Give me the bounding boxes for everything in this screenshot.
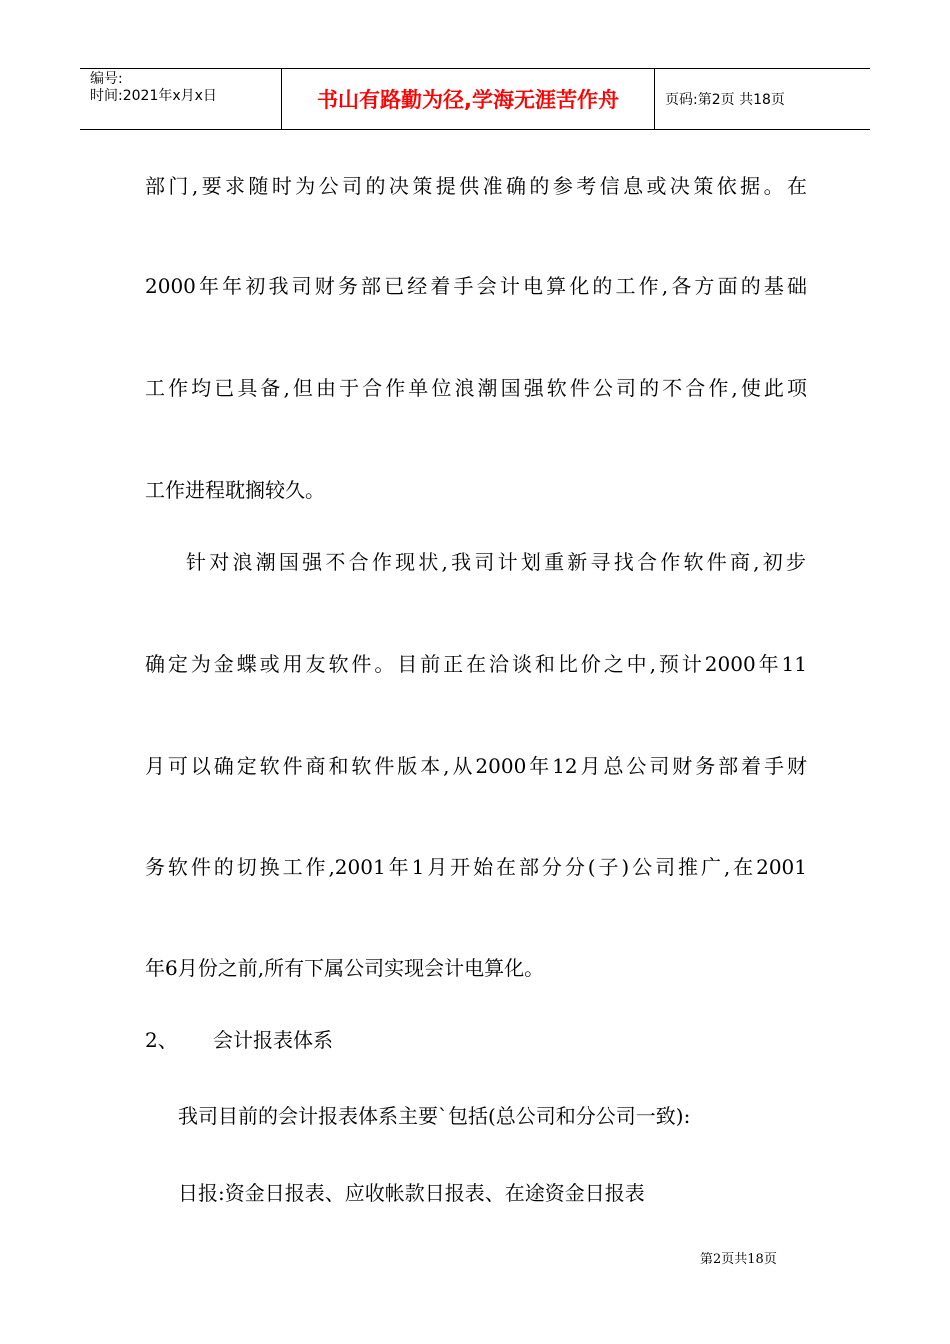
- daily-report: 日报:资金日报表、应收帐款日报表、在途资金日报表: [178, 1181, 645, 1205]
- body-line-9: 年6月份之前,所有下属公司实现会计电算化。: [145, 956, 545, 980]
- header-page-info: 页码:第2页 共18页: [665, 92, 785, 108]
- body-line-5: 针对浪潮国强不合作现状,我司计划重新寻找合作软件商,初步: [186, 550, 806, 574]
- body-line-2: 2000年年初我司财务部已经着手会计电算化的工作,各方面的基础: [145, 274, 807, 298]
- section-number: 2、: [145, 1028, 178, 1052]
- header-motto: 书山有路勤为径,学海无涯苦作舟: [282, 69, 655, 129]
- header-meta: [80, 69, 282, 129]
- section-title: 会计报表体系: [213, 1028, 333, 1052]
- body-line-6: 确定为金蝶或用友软件。目前正在洽谈和比价之中,预计2000年11: [145, 652, 807, 676]
- page-footer: 第2页共18页: [700, 1252, 777, 1267]
- body-line-4: 工作进程耽搁较久。: [145, 478, 325, 502]
- header-number-label: 编号:: [90, 71, 123, 87]
- header-date-label: 时间:2021年x月x日: [90, 88, 217, 104]
- body-line-3: 工作均已具备,但由于合作单位浪潮国强软件公司的不合作,使此项: [145, 376, 807, 400]
- body-line-7: 月可以确定软件商和软件版本,从2000年12月总公司财务部着手财: [145, 754, 807, 778]
- body-line-1: 部门,要求随时为公司的决策提供准确的参考信息或决策依据。在: [145, 174, 807, 198]
- report-intro: 我司目前的会计报表体系主要`包括(总公司和分公司一致):: [178, 1104, 691, 1128]
- page-header: [80, 68, 870, 130]
- body-line-8: 务软件的切换工作,2001年1月开始在部分分(子)公司推广,在2001: [145, 855, 807, 879]
